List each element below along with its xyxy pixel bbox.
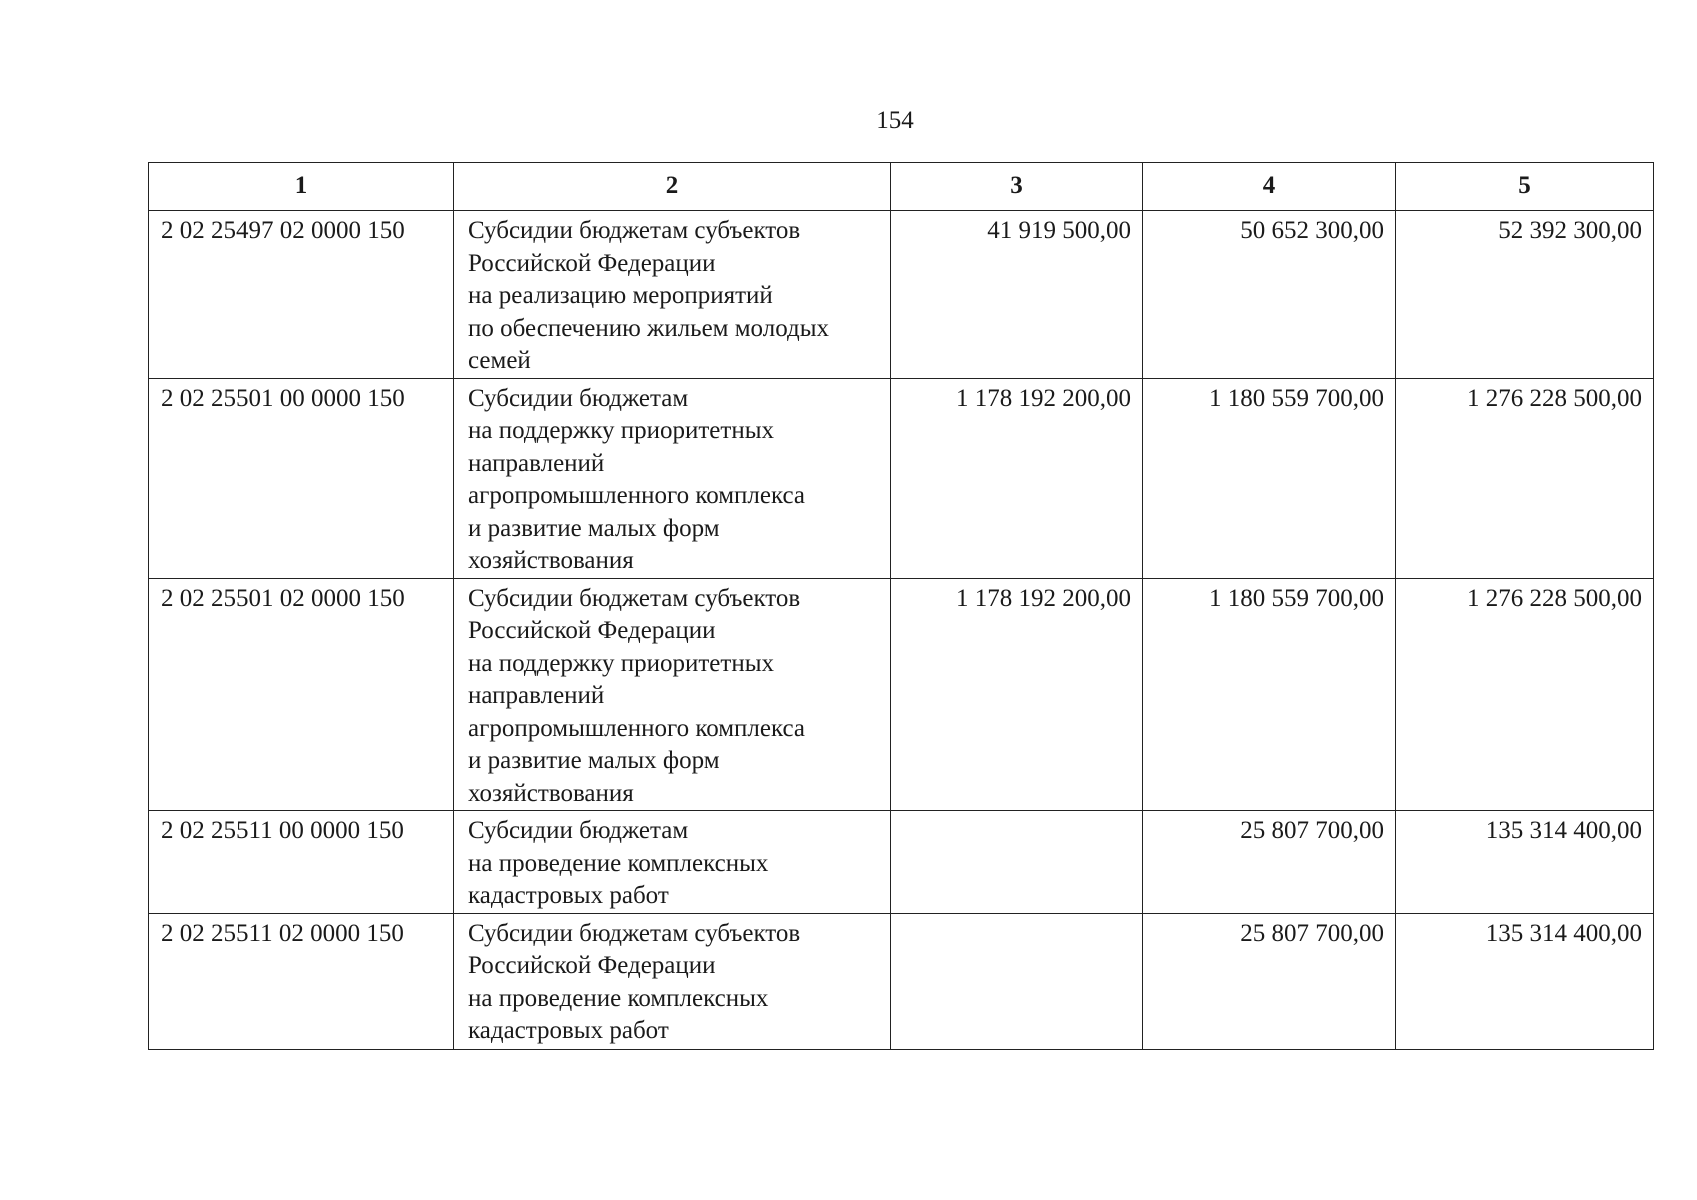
description-line: Субсидии бюджетам bbox=[468, 384, 689, 412]
header-col-3: 3 bbox=[891, 163, 1143, 211]
description-line: направлений bbox=[468, 449, 605, 477]
description-line: на проведение комплексных bbox=[468, 849, 769, 877]
table-row bbox=[149, 578, 1654, 811]
description-line: на поддержку приоритетных bbox=[468, 649, 774, 677]
description-line: хозяйствования bbox=[468, 779, 634, 807]
row-code: 2 02 25511 00 0000 150 bbox=[149, 811, 454, 914]
header-col-2: 2 bbox=[454, 163, 891, 211]
table-row bbox=[149, 211, 1654, 379]
description-line: Субсидии бюджетам субъектов bbox=[468, 584, 801, 612]
table-row bbox=[149, 811, 1654, 914]
row-col5-amount: 52 392 300,00 bbox=[1396, 211, 1654, 379]
row-col5-amount: 135 314 400,00 bbox=[1396, 913, 1654, 1049]
table-body bbox=[149, 211, 1654, 1050]
page-number: 154 bbox=[876, 107, 914, 134]
description-line: на проведение комплексных bbox=[468, 984, 769, 1012]
description-line: кадастровых работ bbox=[468, 1017, 669, 1044]
description-line: Российской Федерации bbox=[468, 617, 716, 644]
row-code: 2 02 25497 02 0000 150 bbox=[149, 211, 454, 379]
row-col5-amount: 1 276 228 500,00 bbox=[1396, 378, 1654, 578]
table-row bbox=[149, 378, 1654, 578]
header-row bbox=[149, 163, 1654, 211]
row-description bbox=[454, 811, 891, 914]
row-col3-amount: 1 178 192 200,00 bbox=[891, 378, 1143, 578]
row-col4-amount: 1 180 559 700,00 bbox=[1143, 578, 1396, 811]
row-code: 2 02 25511 02 0000 150 bbox=[149, 913, 454, 1049]
description-line: кадастровых работ bbox=[468, 882, 669, 909]
row-col3-amount bbox=[891, 913, 1143, 1049]
description-line: и развитие малых форм bbox=[468, 747, 720, 774]
description-line: агропромышленного комплекса bbox=[468, 482, 806, 509]
row-col3-amount: 1 178 192 200,00 bbox=[891, 578, 1143, 811]
description-line: по обеспечению жильем молодых bbox=[468, 314, 829, 342]
table-row bbox=[149, 913, 1654, 1049]
description-line: хозяйствования bbox=[468, 547, 634, 574]
row-code: 2 02 25501 02 0000 150 bbox=[149, 578, 454, 811]
row-description bbox=[454, 913, 891, 1049]
row-col3-amount: 41 919 500,00 bbox=[891, 211, 1143, 379]
budget-table bbox=[148, 162, 1654, 1050]
row-col5-amount: 1 276 228 500,00 bbox=[1396, 578, 1654, 811]
row-col4-amount: 50 652 300,00 bbox=[1143, 211, 1396, 379]
description-line: и развитие малых форм bbox=[468, 514, 720, 542]
row-description bbox=[454, 378, 891, 578]
description-line: Субсидии бюджетам субъектов bbox=[468, 217, 801, 244]
row-description bbox=[454, 211, 891, 379]
description-line: на поддержку приоритетных bbox=[468, 417, 774, 444]
description-line: Субсидии бюджетам субъектов bbox=[468, 919, 801, 947]
header-col-5: 5 bbox=[1396, 163, 1654, 211]
description-line: агропромышленного комплекса bbox=[468, 714, 806, 742]
row-description bbox=[454, 578, 891, 811]
description-line: Российской Федерации bbox=[468, 249, 716, 277]
row-col4-amount: 25 807 700,00 bbox=[1143, 913, 1396, 1049]
header-col-4: 4 bbox=[1143, 163, 1396, 211]
description-line: Российской Федерации bbox=[468, 952, 716, 979]
description-line: Субсидии бюджетам bbox=[468, 817, 689, 844]
table-header bbox=[149, 163, 1654, 211]
header-col-1: 1 bbox=[149, 163, 454, 211]
row-col5-amount: 135 314 400,00 bbox=[1396, 811, 1654, 914]
row-col4-amount: 25 807 700,00 bbox=[1143, 811, 1396, 914]
description-line: семей bbox=[468, 347, 531, 374]
description-line: направлений bbox=[468, 682, 605, 709]
description-line: на реализацию мероприятий bbox=[468, 282, 773, 309]
row-col4-amount: 1 180 559 700,00 bbox=[1143, 378, 1396, 578]
row-code: 2 02 25501 00 0000 150 bbox=[149, 378, 454, 578]
row-col3-amount bbox=[891, 811, 1143, 914]
